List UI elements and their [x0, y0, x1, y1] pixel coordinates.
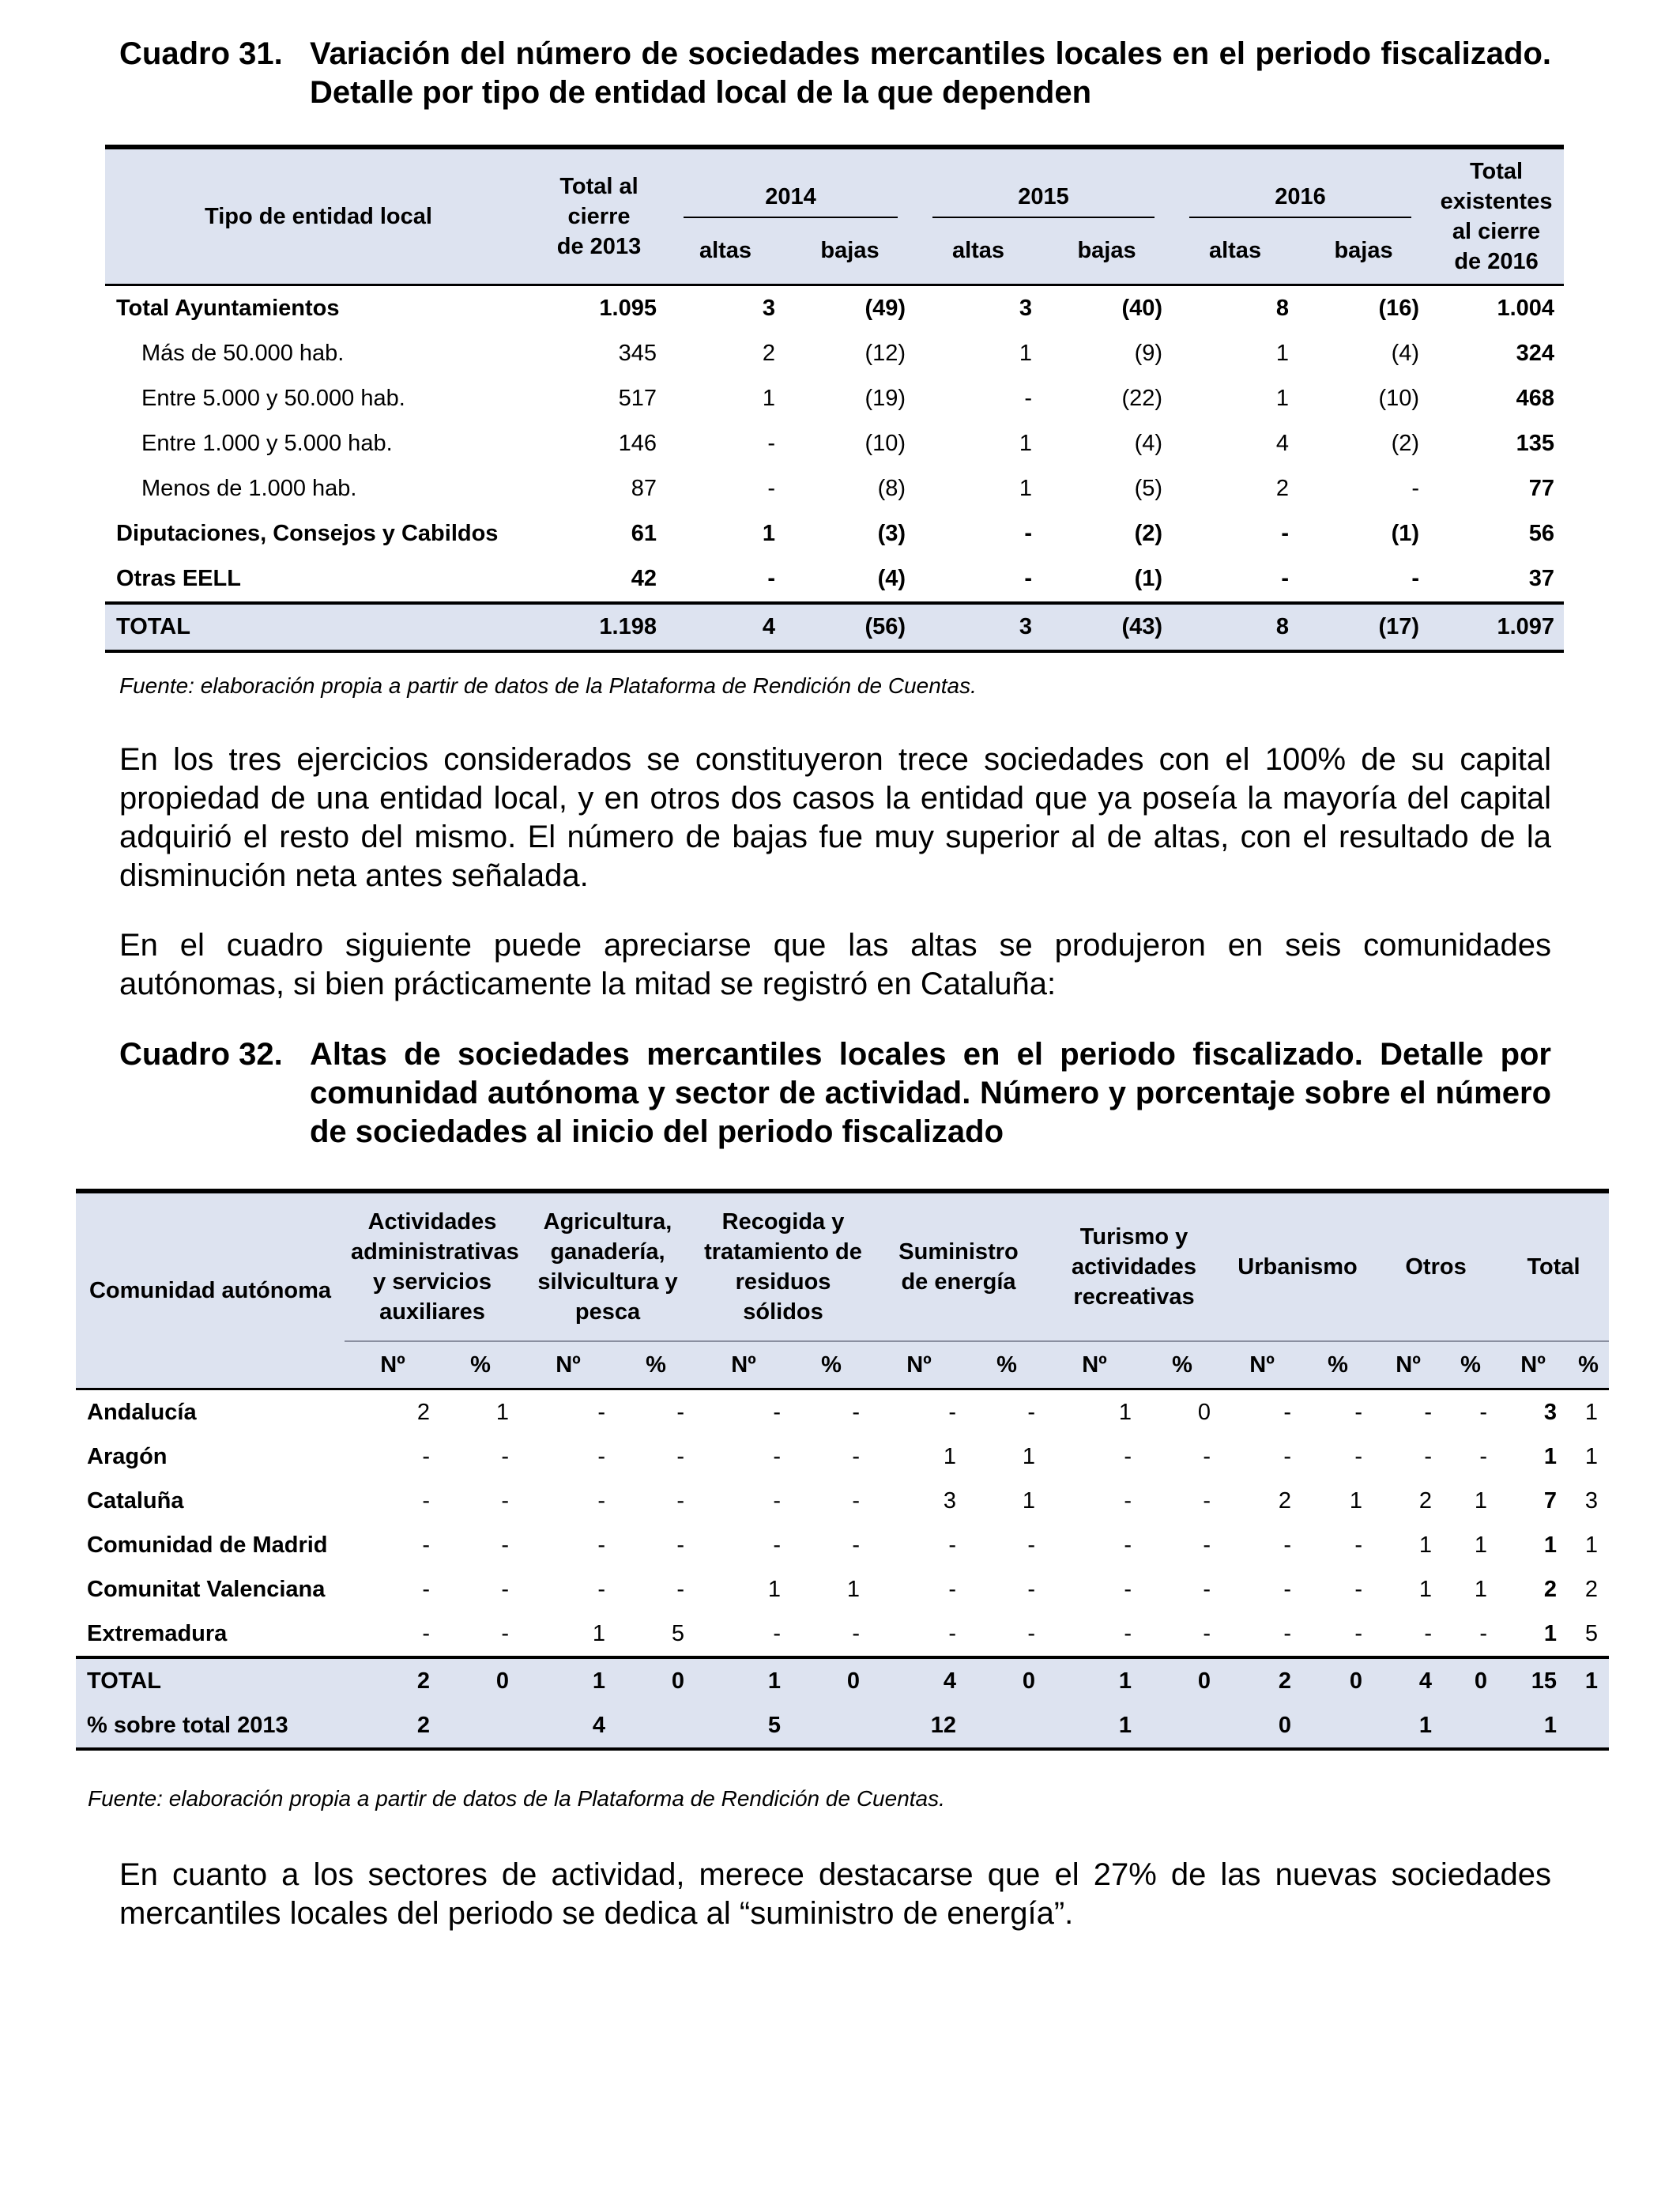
table-row: Otras EELL 42 - (4) - (1) - - 37 — [116, 565, 1555, 591]
header-bajas: bajas — [785, 218, 915, 285]
cuadro31-source: Fuente: elaboración propia a partir de datos de la Plataforma de Rendición de Cuentas. — [119, 673, 977, 698]
table-total-row: TOTAL 2 0 1 0 1 0 4 0 1 0 2 0 4 0 15 1 — [76, 1657, 1609, 1703]
table-row: Comunitat Valenciana - - - - 1 1 - - - - - - 1 1 2 2 — [87, 1576, 1599, 1602]
cuadro31-title: Variación del número de sociedades mercantiles locales en el periodo fiscalizado. Detalle por tipo de entidad local de la que dependen — [310, 36, 1551, 110]
header-pct: % — [1143, 1341, 1222, 1389]
header-bajas: bajas — [1042, 218, 1172, 285]
table-row: Extremadura - - 1 5 - - - - - - - - - - 1 5 — [87, 1620, 1599, 1646]
header-suministro: Suministro de energía — [871, 1191, 1046, 1341]
table-row: Comunidad de Madrid - - - - - - - - - - - - 1 1 1 1 — [87, 1532, 1599, 1558]
header-2016: 2016 — [1172, 147, 1429, 218]
cuadro32-title: Altas de sociedades mercantiles locales en el periodo fiscalizado. Detalle por comunidad autónoma y sector de actividad. Número y porcentaje sobre el número de sociedades al inicio del periodo fiscalizado — [310, 1037, 1551, 1149]
table-row: Cataluña - - - - - - 3 1 - - 2 1 2 1 7 3 — [87, 1487, 1599, 1514]
table-total-row: TOTAL 1.198 4 (56) 3 (43) 8 (17) 1.097 — [105, 603, 1564, 651]
header-altas: altas — [915, 218, 1042, 285]
header-n: Nº — [1373, 1341, 1443, 1389]
table-row: Total Ayuntamientos 1.095 3 (49) 3 (40) 8 (16) 1.004 — [105, 285, 1564, 331]
cuadro32-source: Fuente: elaboración propia a partir de datos de la Plataforma de Rendición de Cuentas. — [88, 1786, 945, 1811]
header-actividades: Actividades administrativas y servicios auxiliares — [345, 1191, 520, 1341]
header-agricultura: Agricultura, ganadería, silvicultura y pesca — [520, 1191, 695, 1341]
table-row: Diputaciones, Consejos y Cabildos 61 1 (3) - (2) - (1) 56 — [116, 520, 1555, 546]
cuadro32-number: Cuadro 32. — [119, 1037, 283, 1072]
header-recogida: Recogida y tratamiento de residuos sólidos — [695, 1191, 871, 1341]
header-pct: % — [1443, 1341, 1498, 1389]
cuadro32-caption — [119, 1035, 1551, 1154]
header-pct: % — [967, 1341, 1046, 1389]
header-otros: Otros — [1373, 1191, 1498, 1341]
table-row: Andalucía 2 1 - - - - - - 1 0 - - - - 3 1 — [76, 1389, 1609, 1435]
header-total-2016: Total existentes al cierre de 2016 — [1429, 147, 1564, 285]
table-row: Menos de 1.000 hab. 87 - (8) 1 (5) 2 - 77 — [141, 475, 1555, 501]
header-pct: % — [1302, 1341, 1373, 1389]
header-altas: altas — [666, 218, 785, 285]
header-pct: % — [792, 1341, 871, 1389]
header-n: Nº — [1498, 1341, 1568, 1389]
table-pct-row: % sobre total 2013 2 4 5 12 1 0 1 1 — [76, 1703, 1609, 1749]
header-n: Nº — [695, 1341, 792, 1389]
header-tipo: Tipo de entidad local — [105, 147, 532, 285]
cuadro31-caption — [119, 35, 1551, 114]
table-row: Entre 1.000 y 5.000 hab. 146 - (10) 1 (4) 4 (2) 135 — [141, 430, 1555, 456]
paragraph-3: En cuanto a los sectores de actividad, merece destacarse que el 27% de las nuevas sociedades mercantiles locales del periodo se dedica al “suministro de energía”. — [119, 1857, 1551, 1931]
header-turismo: Turismo y actividades recreativas — [1046, 1191, 1222, 1341]
header-bajas: bajas — [1298, 218, 1429, 285]
header-pct: % — [616, 1341, 695, 1389]
header-2014: 2014 — [666, 147, 915, 218]
header-pct: % — [1568, 1341, 1609, 1389]
header-ccaa: Comunidad autónoma — [76, 1191, 345, 1389]
cuadro31-number: Cuadro 31. — [119, 36, 283, 71]
table-row: Aragón - - - - - - 1 1 - - - - - - 1 1 — [87, 1443, 1599, 1469]
header-n: Nº — [871, 1341, 967, 1389]
header-n: Nº — [1222, 1341, 1302, 1389]
header-2015: 2015 — [915, 147, 1172, 218]
header-n: Nº — [1046, 1341, 1143, 1389]
cuadro32-table — [76, 1189, 1609, 1751]
paragraph-1: En los tres ejercicios considerados se constituyeron trece sociedades con el 100% de su capital propiedad de una entidad local, y en otros dos casos la entidad que ya poseía la mayoría del capital adquirió el resto del mismo. El número de bajas fue muy superior al de altas, con el resultado de la disminución neta antes señalada. — [119, 742, 1551, 893]
header-pct: % — [441, 1341, 520, 1389]
header-n: Nº — [345, 1341, 441, 1389]
header-n: Nº — [520, 1341, 616, 1389]
table-row: Más de 50.000 hab. 345 2 (12) 1 (9) 1 (4) 324 — [141, 340, 1555, 366]
header-urbanismo: Urbanismo — [1222, 1191, 1373, 1341]
table-row: Entre 5.000 y 50.000 hab. 517 1 (19) - (22) 1 (10) 468 — [141, 385, 1555, 411]
header-total-2013: Total al cierre de 2013 — [532, 147, 666, 285]
header-altas: altas — [1172, 218, 1298, 285]
cuadro31-table — [105, 145, 1564, 653]
header-total: Total — [1498, 1191, 1609, 1341]
paragraph-2: En el cuadro siguiente puede apreciarse que las altas se produjeron en seis comunidades autónomas, si bien prácticamente la mitad se registró en Cataluña: — [119, 928, 1551, 1001]
